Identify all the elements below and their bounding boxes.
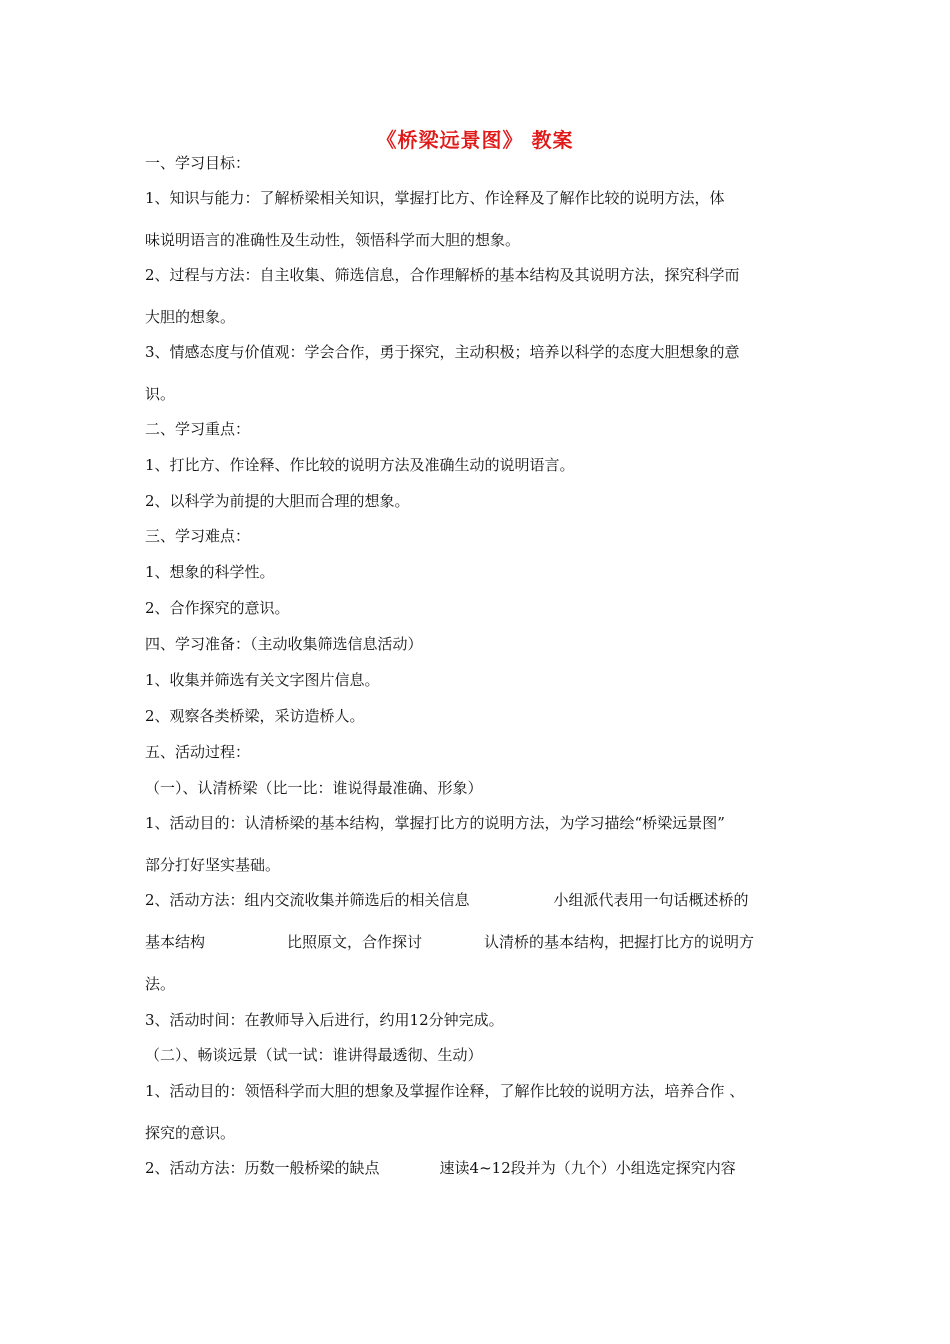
paragraph-line: 1、打比方、作诠释、作比较的说明方法及准确生动的说明语言。 bbox=[145, 456, 575, 474]
text-segment: 速读4~12段并为（九个）小组选定探究内容 bbox=[439, 1159, 736, 1177]
section-heading-goals: 一、学习目标： bbox=[145, 154, 251, 172]
text-segment: 2、活动方法：组内交流收集并筛选后的相关信息 bbox=[145, 891, 470, 909]
paragraph-line: 1、活动目的：领悟科学而大胆的想象及掌握作诠释，了解作比较的说明方法，培养合作 、 bbox=[145, 1082, 745, 1100]
paragraph-line: 大胆的想象。 bbox=[145, 308, 236, 326]
paragraph-line: 1、活动目的：认清桥梁的基本结构，掌握打比方的说明方法，为学习描绘“桥梁远景图” bbox=[145, 814, 725, 832]
paragraph-line: 部分打好坚实基础。 bbox=[145, 856, 281, 874]
paragraph-line: 2、合作探究的意识。 bbox=[145, 599, 290, 617]
paragraph-line bbox=[145, 1159, 736, 1177]
paragraph-line: 2、以科学为前提的大胆而合理的想象。 bbox=[145, 492, 410, 510]
subsection-heading-2: （二）、畅谈远景（试一试：谁讲得最透彻、生动） bbox=[145, 1046, 483, 1064]
section-heading-preparation: 四、学习准备：（主动收集筛选信息活动） bbox=[145, 635, 423, 653]
section-heading-process: 五、活动过程： bbox=[145, 743, 251, 761]
paragraph-line bbox=[145, 891, 749, 909]
paragraph-line: 3、情感态度与价值观：学会合作，勇于探究，主动积极；培养以科学的态度大胆想象的意 bbox=[145, 343, 740, 361]
paragraph-line bbox=[145, 933, 754, 951]
paragraph-line: 识。 bbox=[145, 385, 176, 403]
paragraph-line: 1、收集并筛选有关文字图片信息。 bbox=[145, 671, 380, 689]
paragraph-line: 1、知识与能力：了解桥梁相关知识，掌握打比方、作诠释及了解作比较的说明方法，体 bbox=[145, 189, 725, 207]
section-heading-difficulties: 三、学习难点： bbox=[145, 527, 251, 545]
paragraph-line: 2、过程与方法：自主收集、筛选信息，合作理解桥的基本结构及其说明方法，探究科学而 bbox=[145, 266, 740, 284]
paragraph-line: 味说明语言的准确性及生动性，领悟科学而大胆的想象。 bbox=[145, 231, 521, 249]
text-segment: 比照原文，合作探讨 bbox=[287, 933, 423, 951]
paragraph-line: 3、活动时间：在教师导入后进行，约用12分钟完成。 bbox=[145, 1011, 504, 1029]
text-segment: 2、活动方法：历数一般桥梁的缺点 bbox=[145, 1159, 380, 1177]
subsection-heading-1: （一）、认清桥梁（比一比：谁说得最准确、形象） bbox=[145, 779, 483, 797]
text-segment: 基本结构 bbox=[145, 933, 206, 951]
paragraph-line: 法。 bbox=[145, 975, 176, 993]
paragraph-line: 1、想象的科学性。 bbox=[145, 563, 275, 581]
paragraph-line: 2、观察各类桥梁，采访造桥人。 bbox=[145, 707, 365, 725]
document-title: 《桥梁远景图》 教案 bbox=[376, 128, 574, 152]
paragraph-line: 探究的意识。 bbox=[145, 1124, 236, 1142]
section-heading-key-points: 二、学习重点： bbox=[145, 420, 251, 438]
text-segment: 认清桥的基本结构，把握打比方的说明方 bbox=[484, 933, 755, 951]
text-segment: 小组派代表用一句话概述桥的 bbox=[553, 891, 749, 909]
